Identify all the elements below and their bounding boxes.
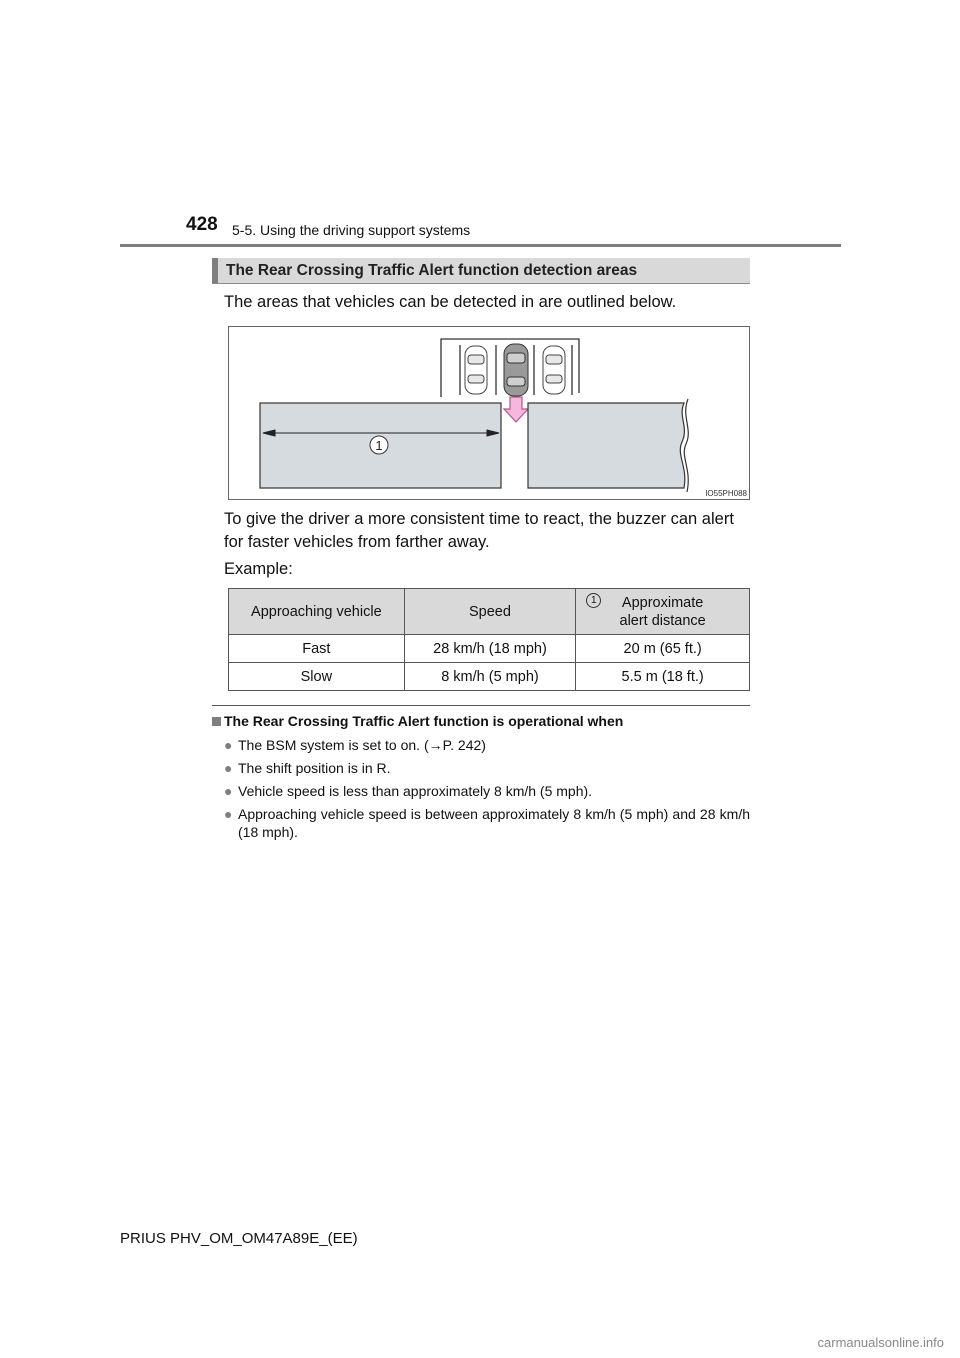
- list-item: ● The BSM system is set to on. (→P. 242): [224, 737, 486, 753]
- bullet-dot-icon: ●: [224, 806, 233, 822]
- table-row: [229, 663, 750, 691]
- bullet-dot-icon: ●: [224, 737, 233, 753]
- cell-distance: 20 m (65 ft.): [576, 635, 750, 663]
- note-heading-text: The Rear Crossing Traffic Alert function is operational when: [224, 713, 624, 729]
- header-alert-distance: [576, 589, 750, 635]
- condition-list: [224, 736, 750, 846]
- cell-vehicle: Slow: [229, 663, 405, 691]
- bullet-dot-icon: ●: [224, 760, 233, 776]
- subsection-title: The Rear Crossing Traffic Alert function detection areas: [226, 262, 638, 279]
- list-item: ● Vehicle speed is less than approximately 8 km/h (5 mph).: [224, 783, 593, 799]
- square-bullet-icon: [212, 717, 221, 726]
- detection-area-diagram: [229, 327, 749, 499]
- detection-zone-right: [528, 403, 685, 488]
- header-approaching-vehicle: Approaching vehicle: [229, 589, 405, 635]
- footer-code: PRIUS PHV_OM_OM47A89E_(EE): [120, 1230, 358, 1247]
- detection-area-figure: [228, 326, 750, 500]
- header-divider: [120, 244, 841, 247]
- cell-distance: 5.5 m (18 ft.): [576, 663, 750, 691]
- heading-accent-bar: [212, 258, 218, 283]
- header-distance-line2: alert distance: [619, 612, 706, 629]
- note-heading: [212, 713, 623, 729]
- parked-car-right: [543, 346, 565, 394]
- cell-vehicle: Fast: [229, 635, 405, 663]
- note-divider: [212, 705, 750, 706]
- own-vehicle: [504, 344, 528, 396]
- para-line-1: To give the driver a more consistent time to react, the buzzer can alert: [224, 510, 734, 528]
- figure-code: IO55PH088: [705, 489, 747, 498]
- parked-car-left: [465, 346, 487, 394]
- intro-paragraph: The areas that vehicles can be detected in are outlined below.: [224, 293, 677, 311]
- reverse-arrow: [504, 397, 528, 422]
- watermark: carmanualsonline.info: [817, 1335, 944, 1350]
- callout-badge: 1: [586, 593, 601, 608]
- table-row: [229, 635, 750, 663]
- section-title: 5-5. Using the driving support systems: [232, 222, 471, 238]
- table-header-row: [229, 589, 750, 635]
- para-line-2: for faster vehicles from farther away.: [224, 533, 490, 551]
- header-speed: Speed: [404, 589, 576, 635]
- list-item: ● Approaching vehicle speed is between approximately 8 km/h (5 mph) and 28 km/h (18 mph).: [224, 806, 750, 840]
- example-label: Example:: [224, 560, 293, 578]
- alert-distance-table: [228, 588, 750, 691]
- subsection-heading: [212, 258, 750, 284]
- header-distance-line1: Approximate: [621, 594, 704, 611]
- page-number: 428: [186, 214, 218, 235]
- callout-number: 1: [375, 438, 383, 453]
- list-item: ● The shift position is in R.: [224, 760, 391, 776]
- bullet-dot-icon: ●: [224, 783, 233, 799]
- cell-speed: 8 km/h (5 mph): [404, 663, 576, 691]
- cell-speed: 28 km/h (18 mph): [404, 635, 576, 663]
